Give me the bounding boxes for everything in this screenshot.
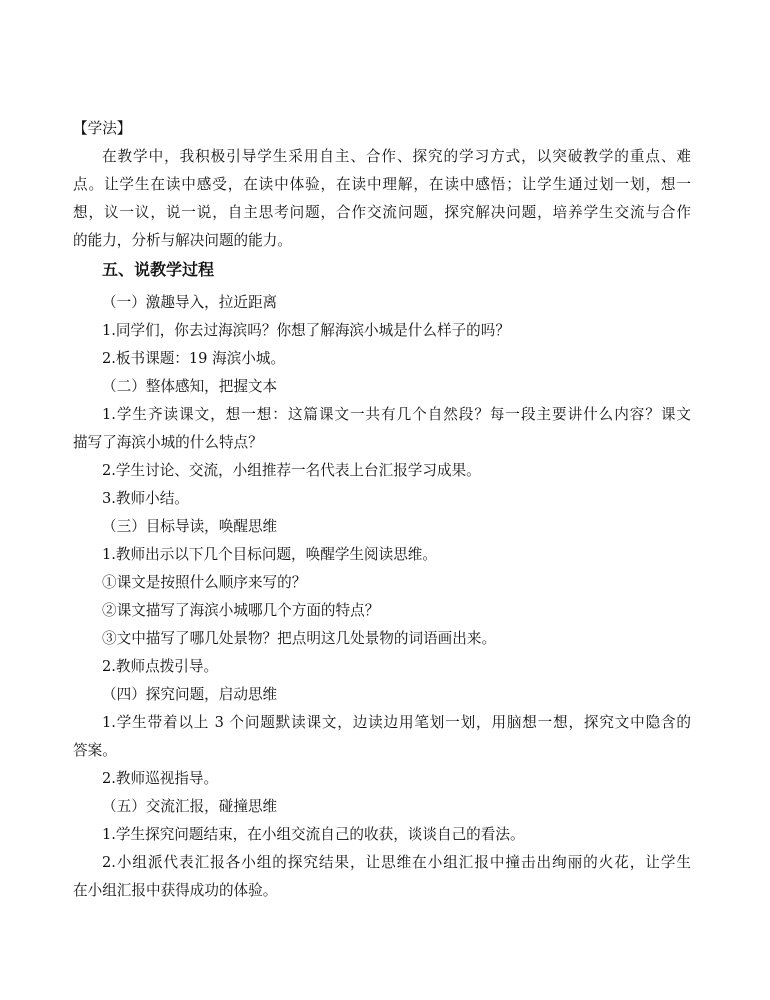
study-method-paragraph-line: 的能力，分析与解决问题的能力。 bbox=[73, 232, 292, 249]
list-item: 1.学生带着以上 3 个问题默读课文，边读边用笔划一划，用脑想一想，探究文中隐含的 bbox=[102, 714, 691, 731]
list-item: 3.教师小结。 bbox=[102, 490, 189, 507]
part-title: （一）激趣导入，拉近距离 bbox=[102, 294, 278, 311]
list-item-continuation: 在小组汇报中获得成功的体验。 bbox=[73, 882, 278, 899]
list-item: 1.教师出示以下几个目标问题，唤醒学生阅读思维。 bbox=[102, 546, 437, 563]
list-item: ③文中描写了哪几处景物？把点明这几处景物的词语画出来。 bbox=[102, 630, 497, 647]
part-title: （二）整体感知，把握文本 bbox=[102, 378, 278, 395]
list-item: 2.教师点拨引导。 bbox=[102, 658, 219, 675]
list-item-continuation: 描写了海滨小城的什么特点？ bbox=[73, 434, 263, 451]
study-method-paragraph-line: 点。让学生在读中感受，在读中体验，在读中理解，在读中感悟；让学生通过划一划，想一 bbox=[73, 176, 691, 193]
list-item: 1.学生齐读课文，想一想：这篇课文一共有几个自然段？每一段主要讲什么内容？课文 bbox=[102, 406, 691, 423]
list-item: ②课文描写了海滨小城哪几个方面的特点？ bbox=[102, 602, 380, 619]
list-item: 1.学生探究问题结束，在小组交流自己的收获，谈谈自己的看法。 bbox=[102, 826, 525, 843]
part-title: （五）交流汇报，碰撞思维 bbox=[102, 798, 278, 815]
section-heading: 五、说教学过程 bbox=[102, 260, 215, 279]
list-item: 2.小组派代表汇报各小组的探究结果，让思维在小组汇报中撞击出绚丽的火花，让学生 bbox=[102, 854, 691, 871]
part-title: （四）探究问题，启动思维 bbox=[102, 686, 278, 703]
list-item: 2.学生讨论、交流，小组推荐一名代表上台汇报学习成果。 bbox=[102, 462, 481, 479]
list-item: 2.板书课题：19 海滨小城。 bbox=[102, 350, 286, 367]
study-method-label: 【学法】 bbox=[73, 120, 132, 137]
part-title: （三）目标导读，唤醒思维 bbox=[102, 518, 278, 535]
list-item: ①课文是按照什么顺序来写的？ bbox=[102, 574, 307, 591]
study-method-paragraph-line: 在教学中，我积极引导学生采用自主、合作、探究的学习方式，以突破教学的重点、难 bbox=[102, 148, 691, 165]
list-item: 1.同学们，你去过海滨吗？你想了解海滨小城是什么样子的吗？ bbox=[102, 322, 510, 339]
study-method-paragraph-line: 想，议一议，说一说，自主思考问题，合作交流问题，探究解决问题，培养学生交流与合作 bbox=[73, 204, 691, 221]
list-item: 2.教师巡视指导。 bbox=[102, 770, 219, 787]
list-item-continuation: 答案。 bbox=[73, 742, 117, 759]
